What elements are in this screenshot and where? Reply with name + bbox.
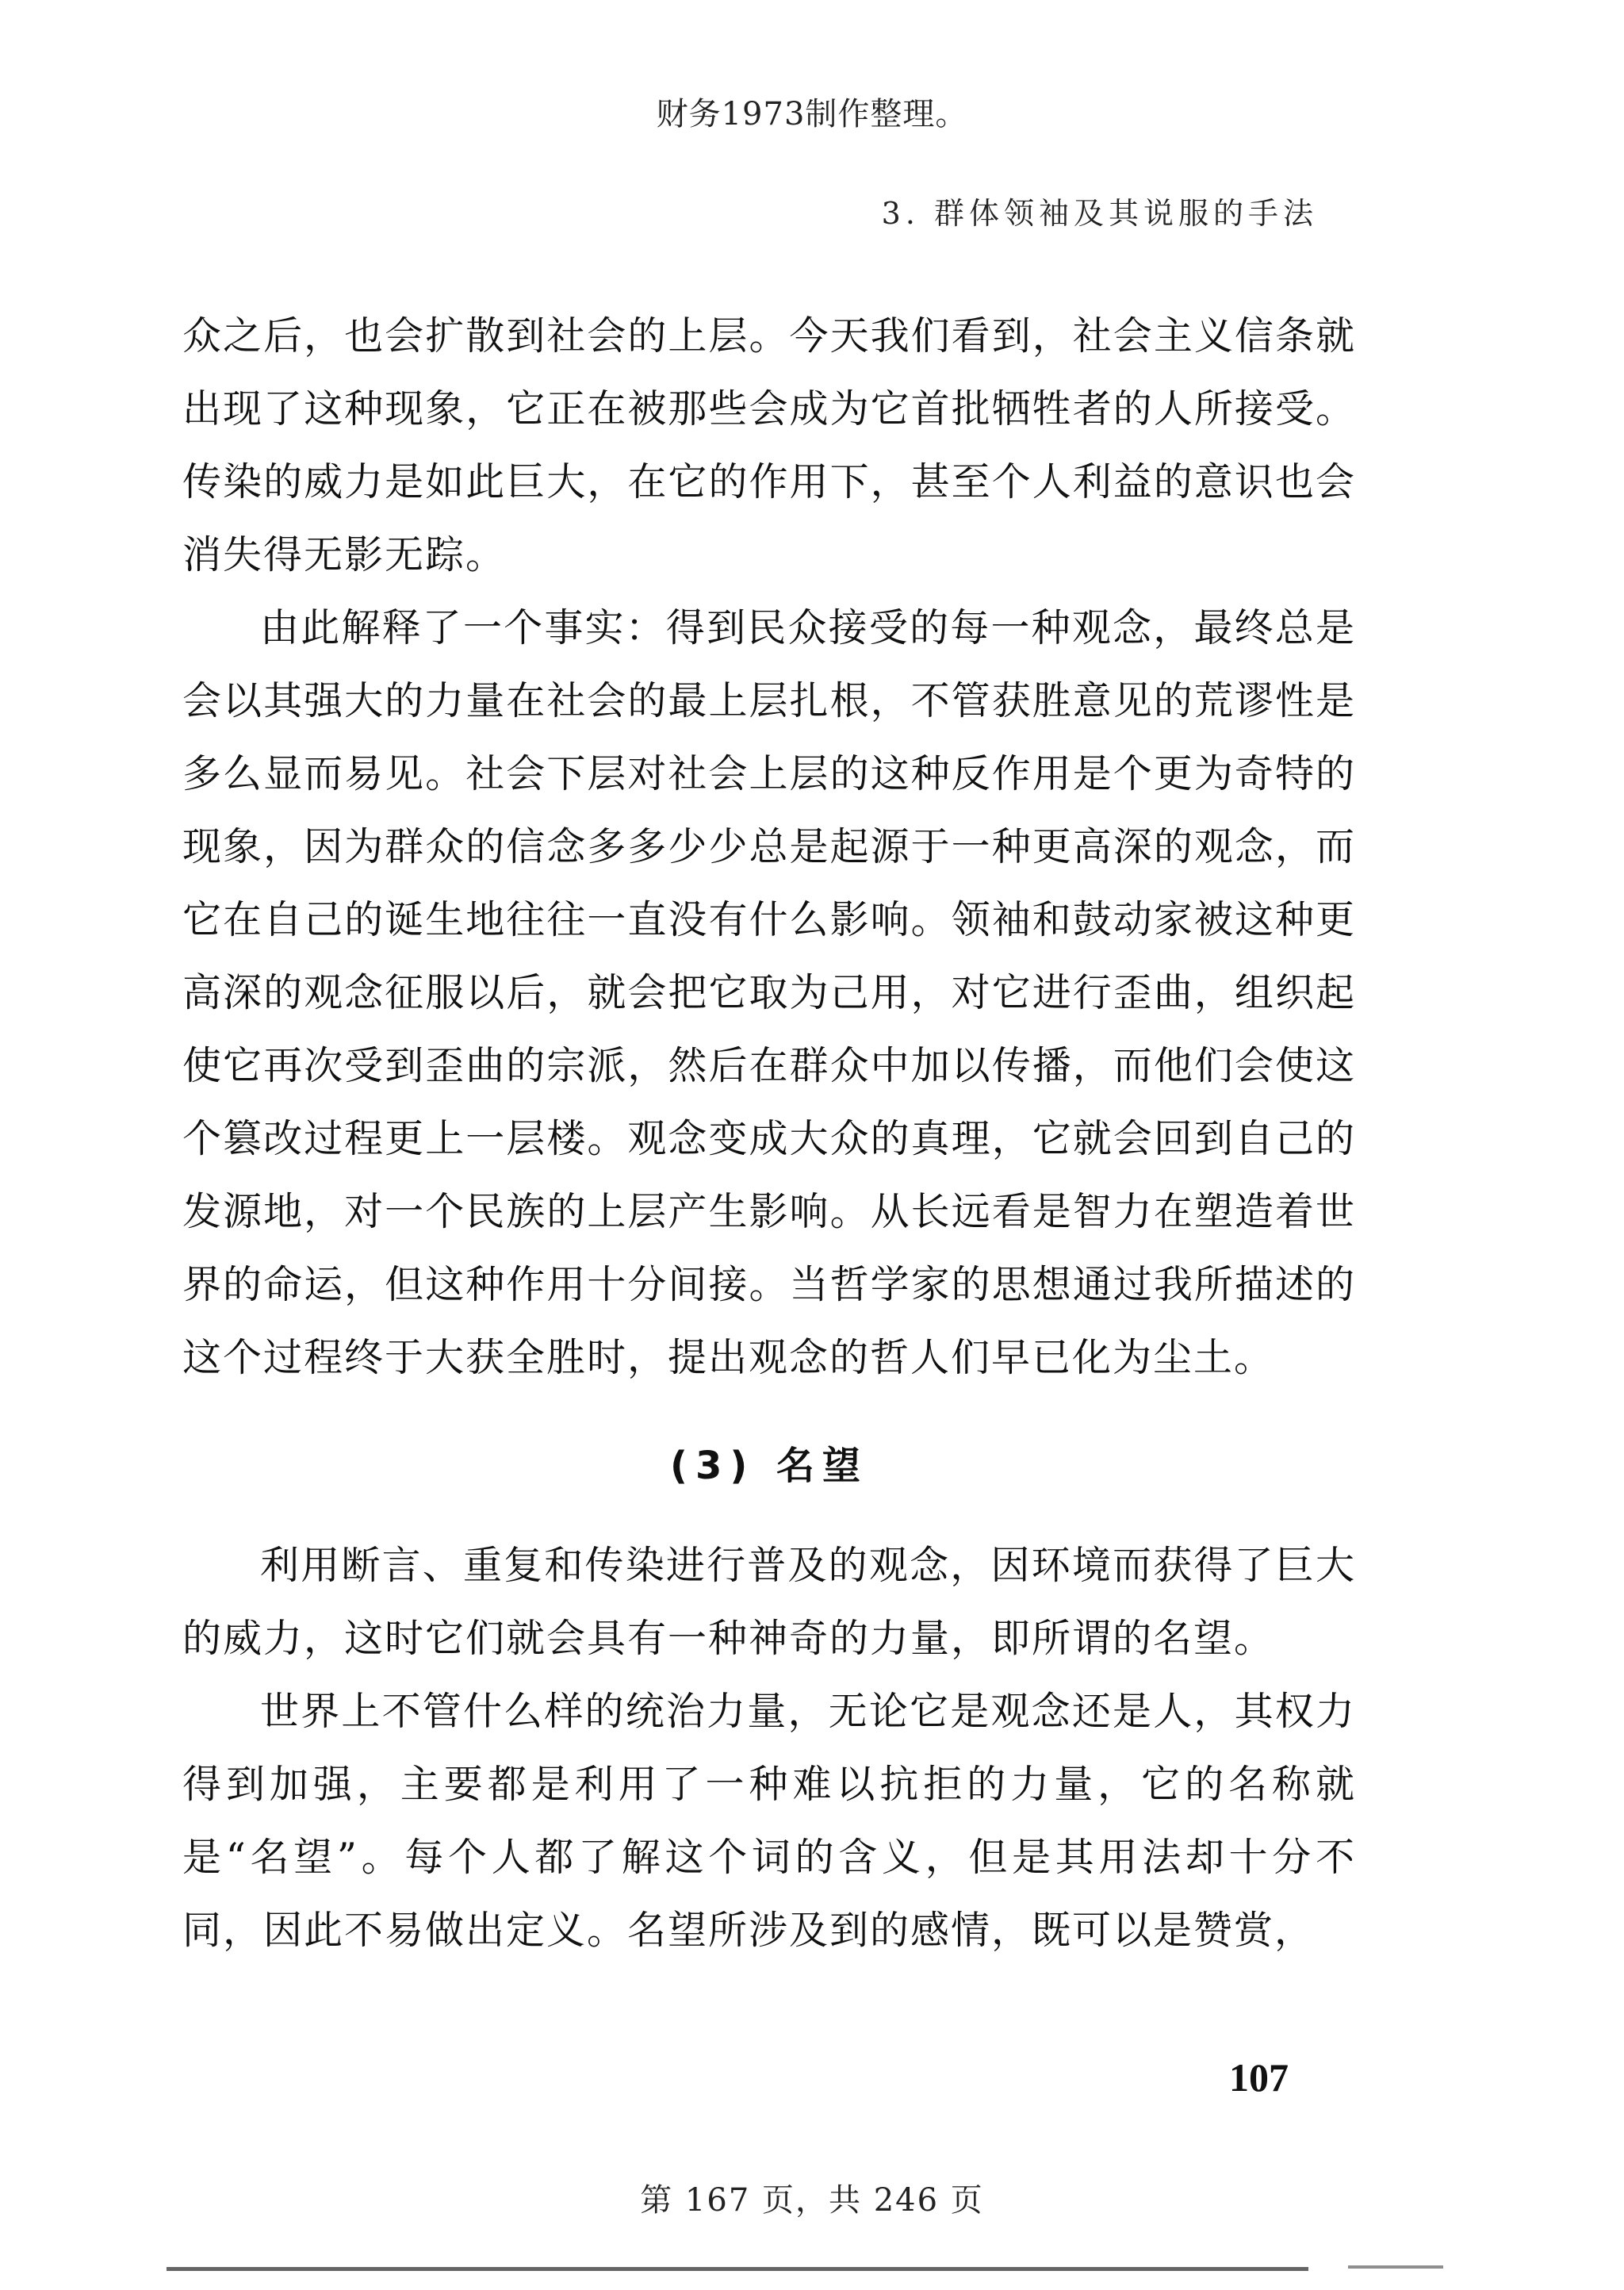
watermark-text: 财务1973制作整理。 bbox=[656, 96, 968, 132]
page-number: 107 bbox=[1229, 2055, 1289, 2100]
running-head: 3. 群体领袖及其说服的手法 bbox=[881, 196, 1318, 231]
scan-edge-line bbox=[167, 2267, 1308, 2271]
paragraph: 由此解释了一个事实：得到民众接受的每一种观念，最终总是会以其强大的力量在社会的最上层扎根，不管获胜意见的荒谬性是多么显而易见。社会下层对社会上层的这种反作用是个更为奇特的现象，因为群众的信念多多少少总是起源于一种更高深的观念，而它在自己的诞生地往往一直没有什么影响。领袖和鼓动家被这种更高深的观念征服以后，就会把它取为己用，对它进行歪曲，组织起使它再次受到歪曲的宗派，然后在群众中加以传播，而他们会使这个篡改过程更上一层楼。观念变成大众的真理，它就会回到自己的发源地，对一个民族的上层产生影响。从长远看是智力在塑造着世界的命运，但这种作用十分间接。当哲学家的思想通过我所描述的这个过程终于大获全胜时，提出观念的哲人们早已化为尘土。 bbox=[182, 605, 1356, 1380]
section-heading: (3) 名望 bbox=[670, 1444, 868, 1488]
paragraph-continued: 众之后，也会扩散到社会的上层。今天我们看到，社会主义信条就出现了这种现象，它正在被那些会成为它首批牺牲者的人所接受。传染的威力是如此巨大，在它的作用下，甚至个人利益的意识也会消失得无影无踪。 bbox=[182, 313, 1356, 577]
page-body bbox=[182, 300, 1356, 1967]
paragraph: 世界上不管什么样的统治力量，无论它是观念还是人，其权力得到加强，主要都是利用了一种难以抗拒的力量，它的名称就是“名望”。每个人都了解这个词的含义，但是其用法却十分不同，因此不易做出定义。名望所涉及到的感情，既可以是赞赏， bbox=[182, 1689, 1356, 1953]
page-footer: 第 167 页，共 246 页 bbox=[640, 2182, 984, 2219]
scan-edge-mark bbox=[1348, 2265, 1443, 2269]
paragraph: 利用断言、重复和传染进行普及的观念，因环境而获得了巨大的威力，这时它们就会具有一种神奇的力量，即所谓的名望。 bbox=[182, 1543, 1356, 1661]
